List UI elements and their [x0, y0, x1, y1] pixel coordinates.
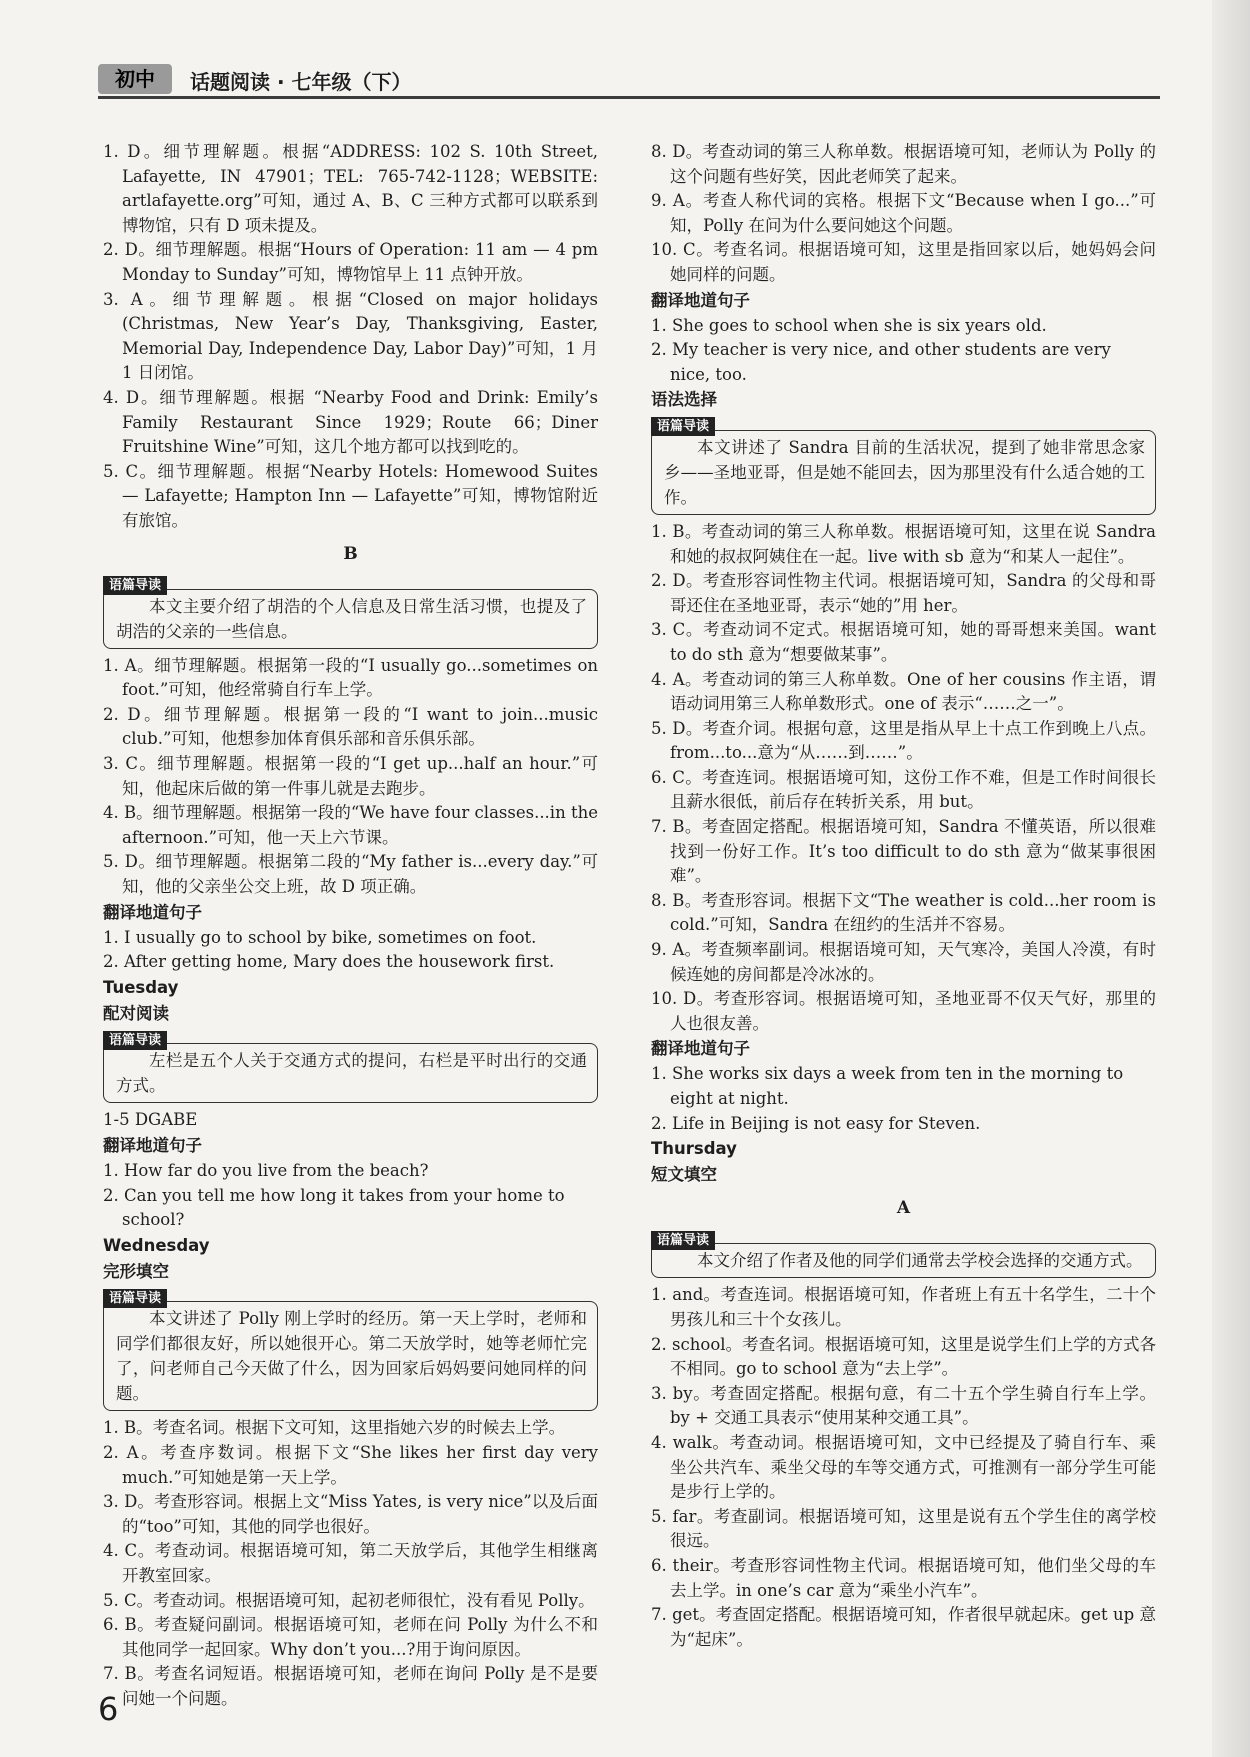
section-title: 翻译地道句子	[651, 290, 750, 310]
answer-item: 4. D。细节理解题。根据 “Nearby Food and Drink: Emily’s Family Restaurant Since 1929；Route 66；Diner Fruitshine Wine”可知，这几个地方都可以找到吃的。	[103, 387, 598, 457]
right-column	[651, 140, 1156, 1652]
answer-item: 6. B。考查疑问副词。根据语境可知，老师在问 Polly 为什么不和其他同学一起回家。Why don’t you...?用于询问原因。	[103, 1615, 598, 1659]
header-tag: 初中	[98, 64, 172, 94]
answer-item: 2. D。细节理解题。根据“Hours of Operation: 11 am — 4 pm Monday to Sunday”可知，博物馆早上 11 点钟开放。	[103, 240, 598, 284]
section-title: 翻译地道句子	[103, 902, 202, 922]
translation-sentence: 1. She works six days a week from ten in the morning to eight at night.	[651, 1064, 1124, 1108]
answer-item: 1. B。考查动词的第三人称单数。根据语境可知，这里在说 Sandra 和她的叔叔阿姨住在一起。live with sb 意为“和某人一起住”。	[651, 521, 1156, 566]
answer-item: 3. D。考查形容词。根据上文“Miss Yates, is very nice”以及后面的“too”可知，其他的同学也很好。	[103, 1492, 598, 1536]
guide-tag: 语篇导读	[103, 576, 167, 595]
answer-item: 5. D。考查介词。根据句意，这里是指从早上十点工作到晚上八点。from...to...意为“从……到……”。	[651, 718, 1156, 763]
header-rule	[98, 96, 1160, 99]
answer-item: 8. D。考查动词的第三人称单数。根据语境可知，老师认为 Polly 的这个问题有些好笑，因此老师笑了起来。	[651, 142, 1156, 186]
answer-item: 4. C。考查动词。根据语境可知，第二天放学后，其他学生相继离开教室回家。	[103, 1541, 598, 1585]
answer-item: 7. B。考查固定搭配。根据语境可知，Sandra 不懂英语，所以很难找到一份好工作。It’s too difficult to do sth 意为“做某事很困难”。	[651, 817, 1156, 886]
translation-sentence: 2. My teacher is very nice, and other students are very nice, too.	[651, 340, 1111, 384]
reading-guide-box: 本文主要介绍了胡浩的个人信息及日常生活习惯，也提及了胡浩的父亲的一些信息。	[103, 589, 598, 649]
answer-item: 3. C。细节理解题。根据第一段的“I get up...half an hour.”可知，他起床后做的第一件事儿就是去跑步。	[103, 754, 598, 798]
answer-item: 5. C。细节理解题。根据“Nearby Hotels: Homewood Suites — Lafayette; Hampton Inn — Lafayette”可知，博物馆附近有旅馆。	[103, 461, 598, 530]
answer-item: 5. far。考查副词。根据语境可知，这里是说有五个学生住的离学校很远。	[651, 1506, 1156, 1551]
answer-item: 4. B。细节理解题。根据第一段的“We have four classes...in the afternoon.”可知，他一天上六节课。	[103, 803, 598, 847]
translation-sentence: 1. I usually go to school by bike, sometimes on foot.	[103, 927, 537, 947]
answer-item: 5. C。考查动词。根据语境可知，起初老师很忙，没有看见 Polly。	[103, 1590, 595, 1610]
guide-tag: 语篇导读	[103, 1289, 167, 1308]
header-title: 话题阅读 · 七年级（下）	[190, 70, 412, 94]
page-number: 6	[98, 1690, 119, 1728]
section-title: 短文填空	[651, 1165, 717, 1185]
section-heading-b: B	[343, 543, 358, 564]
translation-sentence: 2. Life in Beijing is not easy for Steven.	[651, 1113, 981, 1133]
answer-item: 7. B。考查名词短语。根据语境可知，老师在询问 Polly 是不是要问她一个问题。	[103, 1664, 598, 1708]
guide-tag: 语篇导读	[651, 1231, 715, 1250]
answer-item: 9. A。考查频率副词。根据语境可知，天气寒冷，美国人冷漠，有时候连她的房间都是冷冰冰的。	[651, 940, 1156, 984]
answer-item: 7. get。考查固定搭配。根据语境可知，作者很早就起床。get up 意为“起床”。	[651, 1605, 1156, 1649]
answer-item: 8. B。考查形容词。根据下文“The weather is cold...her room is cold.”可知，Sandra 在纽约的生活并不容易。	[651, 890, 1156, 935]
day-heading: Tuesday	[103, 977, 179, 997]
answer-item: 1. D。细节理解题。根据“ADDRESS: 102 S. 10th Street, Lafayette, IN 47901；TEL: 765-742-1128；WEBSITE: artlafayette.org”可知，通过 A、B、C 三种方式都可以联系到博物馆，只有 D 项未提及。	[103, 142, 598, 235]
answer-item: 10. D。考查形容词。根据语境可知，圣地亚哥不仅天气好，那里的人也很友善。	[651, 989, 1156, 1033]
section-title: 完形填空	[103, 1261, 169, 1281]
translation-sentence: 2. Can you tell me how long it takes from your home to school?	[103, 1185, 565, 1230]
day-heading: Thursday	[651, 1139, 737, 1159]
answer-item: 1. A。细节理解题。根据第一段的“I usually go...sometimes on foot.”可知，他经常骑自行车上学。	[103, 655, 598, 700]
reading-guide-box: 本文讲述了 Sandra 目前的生活状况，提到了她非常思念家乡——圣地亚哥，但是她不能回去，因为那里没有什么适合她的工作。	[651, 430, 1156, 515]
answer-item: 2. school。考查名词。根据语境可知，这里是说学生们上学的方式各不相同。go to school 意为“去上学”。	[651, 1334, 1156, 1379]
guide-tag: 语篇导读	[651, 417, 715, 436]
answer-item: 4. walk。考查动词。根据语境可知，文中已经提及了骑自行车、乘坐公共汽车、乘坐父母的车等交通方式，可推测有一部分学生可能是步行上学的。	[651, 1432, 1156, 1502]
page-header	[98, 62, 1160, 98]
answer-item: 5. D。细节理解题。根据第二段的“My father is...every day.”可知，他的父亲坐公交上班，故 D 项正确。	[103, 852, 598, 897]
reading-guide-box: 本文讲述了 Polly 刚上学时的经历。第一天上学时，老师和同学们都很友好，所以她很开心。第二天放学时，她等老师忙完了，问老师自己今天做了什么，因为回家后妈妈要问她同样的问题。	[103, 1301, 598, 1411]
section-title: 翻译地道句子	[651, 1039, 750, 1059]
section-title: 语法选择	[651, 390, 717, 410]
answer-item: 1. and。考查连词。根据语境可知，作者班上有五十名学生，二十个男孩儿和三十个女孩儿。	[651, 1285, 1156, 1329]
answer-item: 6. C。考查连词。根据语境可知，这份工作不难，但是工作时间很长且薪水很低，前后存在转折关系，用 but。	[651, 767, 1156, 812]
answer-item: 4. A。考查动词的第三人称单数。One of her cousins 作主语，谓语动词用第三人称单数形式。one of 表示“……之一”。	[651, 669, 1156, 714]
answer-item: 3. A。细节理解题。根据“Closed on major holidays (Christmas, New Year’s Day, Thanksgiving, Easter, Memorial Day, Independence Day, Labor Day)”可知，1 月 1 日闭馆。	[103, 289, 598, 383]
page-edge-shadow	[1212, 0, 1250, 1757]
guide-tag: 语篇导读	[103, 1031, 167, 1050]
answer-item: 10. C。考查名词。根据语境可知，这里是指回家以后，她妈妈会问她同样的问题。	[651, 240, 1156, 284]
translation-sentence: 1. She goes to school when she is six years old.	[651, 315, 1047, 335]
translation-sentence: 1. How far do you live from the beach?	[103, 1161, 429, 1180]
reading-guide-box: 本文介绍了作者及他的同学们通常去学校会选择的交通方式。	[651, 1243, 1156, 1278]
answer-key: 1-5 DGABE	[103, 1110, 198, 1130]
left-column	[103, 140, 598, 1712]
answer-item: 6. their。考查形容词性物主代词。根据语境可知，他们坐父母的车去上学。in one’s car 意为“乘坐小汽车”。	[651, 1555, 1156, 1600]
answer-item: 2. A。考查序数词。根据下文“She likes her first day very much.”可知她是第一天上学。	[103, 1442, 598, 1487]
answer-item: 9. A。考查人称代词的宾格。根据下文“Because when I go...”可知，Polly 在问为什么要问她这个问题。	[651, 191, 1156, 235]
section-heading-a: A	[896, 1198, 911, 1219]
section-title: 翻译地道句子	[103, 1136, 202, 1155]
answer-item: 3. C。考查动词不定式。根据语境可知，她的哥哥想来美国。want to do sth 意为“想要做某事”。	[651, 620, 1156, 664]
translation-sentence: 2. After getting home, Mary does the housework first.	[103, 952, 555, 972]
answer-item: 2. D。细节理解题。根据第一段的“I want to join...music club.”可知，他想参加体育俱乐部和音乐俱乐部。	[103, 704, 598, 749]
answer-item: 3. by。考查固定搭配。根据句意，有二十五个学生骑自行车上学。by + 交通工具表示“使用某种交通工具”。	[651, 1383, 1156, 1428]
section-title: 配对阅读	[103, 1003, 169, 1023]
reading-guide-box: 左栏是五个人关于交通方式的提问，右栏是平时出行的交通方式。	[103, 1043, 598, 1103]
answer-item: 1. B。考查名词。根据下文可知，这里指她六岁的时候去上学。	[103, 1418, 566, 1438]
answer-item: 2. D。考查形容词性物主代词。根据语境可知，Sandra 的父母和哥哥还住在圣地亚哥，表示“她的”用 her。	[651, 571, 1156, 615]
day-heading: Wednesday	[103, 1235, 210, 1255]
